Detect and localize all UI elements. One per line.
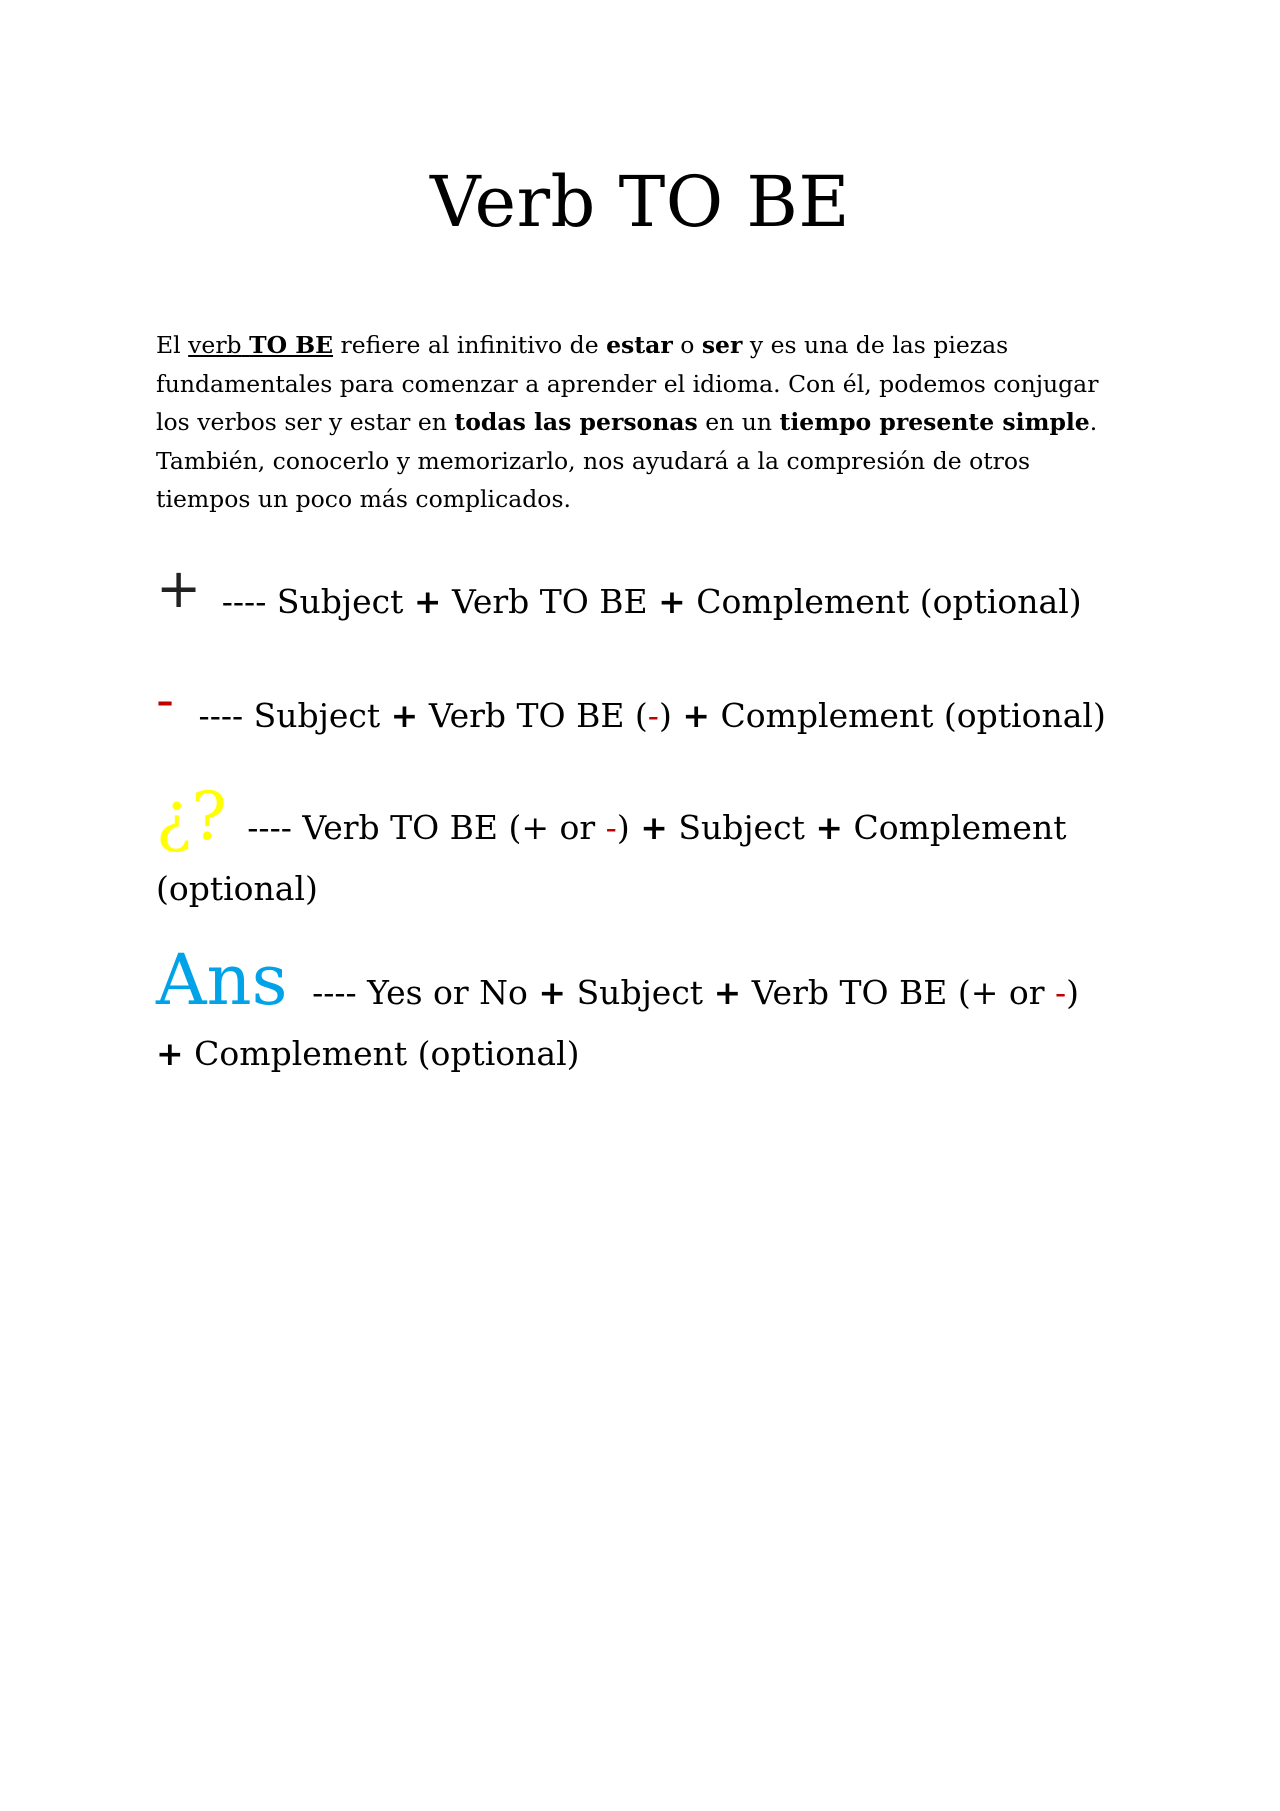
rule-dashes: ---- [312, 973, 357, 1012]
intro-tiempo: tiempo presente simple [779, 408, 1090, 436]
minus-symbol: - [156, 671, 175, 729]
rule-subject: Subject [678, 808, 805, 847]
rule-verb-close: ) [1066, 973, 1080, 1012]
rule-subject: Subject [576, 973, 704, 1012]
rule-minus: - [647, 696, 659, 735]
rule-subject: Subject [253, 696, 381, 735]
intro-text: o [672, 331, 702, 359]
intro-verb-underlined [188, 331, 333, 359]
rule-minus: - [1055, 973, 1067, 1012]
rule-verb: Verb TO BE (+ or [751, 973, 1055, 1012]
rule-dashes: ---- [247, 808, 292, 847]
intro-text: refiere al infinitivo de [333, 331, 607, 359]
rule-yes-no: Yes or No [367, 973, 528, 1012]
rule-complement: Complement (optional) [156, 808, 1067, 908]
intro-paragraph [156, 326, 1106, 519]
rule-dashes: ---- [221, 582, 267, 621]
question-symbol: ¿? [156, 778, 227, 855]
rule-verb: Verb TO BE [452, 582, 648, 621]
rule-plus: + [682, 696, 710, 735]
rule-verb-close: ) [658, 696, 672, 735]
intro-to-be: TO BE [249, 331, 334, 359]
rule-verb-close: ) [616, 808, 630, 847]
intro-verb: verb [188, 331, 242, 359]
rule-plus: + [640, 808, 668, 847]
rule-verb: Verb TO BE (+ or [302, 808, 606, 847]
rule-affirmative [156, 557, 1082, 632]
rule-plus: + [815, 808, 843, 847]
rule-complement: Complement (optional) [194, 1034, 580, 1073]
rule-question [156, 778, 1116, 919]
answer-symbol: Ans [156, 939, 288, 1021]
rule-plus: + [413, 582, 442, 621]
rule-answer [156, 939, 1116, 1084]
rule-plus: + [538, 973, 567, 1012]
intro-estar: estar [606, 331, 673, 359]
intro-text: y es una de las piezas fundamentales para comenzar a aprender el idioma. Con él, podemos conjugar los verbos ser y estar en [156, 331, 1099, 436]
rule-verb: Verb TO BE ( [428, 696, 648, 735]
page-title: Verb TO BE [430, 161, 850, 243]
rule-plus: + [658, 582, 686, 621]
rule-plus: + [156, 1034, 184, 1073]
rule-complement: Complement (optional) [696, 582, 1082, 621]
intro-ser: ser [701, 331, 743, 359]
intro-todas: todas las personas [454, 408, 698, 436]
rule-negative [156, 671, 1106, 746]
intro-text: El [156, 331, 189, 359]
rule-minus: - [605, 808, 617, 847]
intro-text: . También, conocerlo y memorizarlo, nos ayudará a la compresión de otros tiempos un poco más complicados. [156, 408, 1098, 513]
plus-symbol: + [156, 557, 202, 620]
rule-dashes: ---- [198, 696, 244, 735]
rule-plus: + [390, 696, 419, 735]
intro-text: en un [697, 408, 780, 436]
rule-complement: Complement (optional) [720, 696, 1106, 735]
rule-subject: Subject [276, 582, 404, 621]
rule-plus: + [713, 973, 742, 1012]
